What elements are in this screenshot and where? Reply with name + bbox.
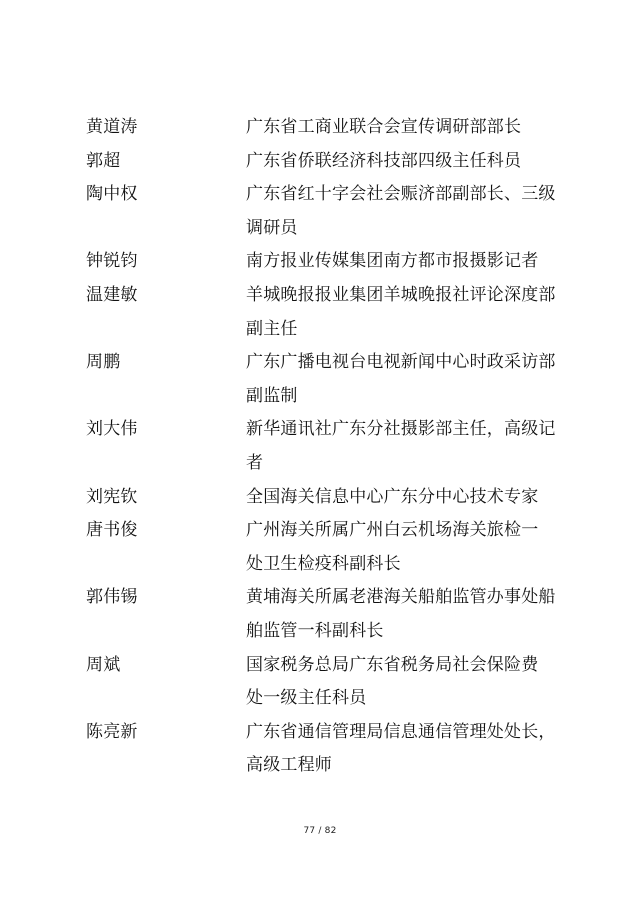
roster-row bbox=[86, 111, 566, 145]
person-title-line: 高级工程师 bbox=[246, 755, 332, 776]
person-title-line: 者 bbox=[246, 452, 264, 473]
person-name: 唐书俊 bbox=[86, 520, 138, 541]
person-title-line: 广州海关所属广州白云机场海关旅检一 bbox=[246, 520, 539, 541]
roster-row bbox=[86, 279, 566, 346]
person-name: 温建敏 bbox=[86, 284, 138, 305]
roster-row bbox=[86, 649, 566, 716]
person-title-line: 处一级主任科员 bbox=[246, 688, 367, 709]
person-title-line: 全国海关信息中心广东分中心技术专家 bbox=[246, 486, 539, 507]
person-title bbox=[246, 346, 562, 413]
person-title bbox=[246, 514, 562, 581]
person-title-line: 副主任 bbox=[246, 318, 298, 339]
person-title-line: 副监制 bbox=[246, 385, 298, 406]
person-title-line: 处卫生检疫科副科长 bbox=[246, 553, 401, 574]
person-title-line: 黄埔海关所属老港海关船舶监管办事处船 bbox=[246, 587, 556, 608]
person-title bbox=[246, 178, 562, 245]
person-title bbox=[246, 481, 562, 515]
person-title-line: 广东省红十字会社会赈济部副部长、三级 bbox=[246, 184, 556, 205]
person-title-line: 舶监管一科副科长 bbox=[246, 620, 384, 641]
person-title-line: 调研员 bbox=[246, 217, 298, 238]
person-title bbox=[246, 111, 562, 145]
person-title bbox=[246, 413, 562, 480]
person-name: 陶中权 bbox=[86, 184, 138, 205]
person-name: 钟锐钧 bbox=[86, 251, 138, 272]
person-title bbox=[246, 245, 562, 279]
person-title-line: 羊城晚报报业集团羊城晚报社评论深度部 bbox=[246, 284, 556, 305]
roster-row bbox=[86, 245, 566, 279]
roster-row bbox=[86, 514, 566, 581]
person-title bbox=[246, 581, 562, 648]
person-name: 郭超 bbox=[86, 150, 121, 171]
person-title bbox=[246, 145, 562, 179]
person-title-line: 国家税务总局广东省税务局社会保险费 bbox=[246, 654, 539, 675]
roster-row bbox=[86, 581, 566, 648]
person-name: 陈亮新 bbox=[86, 721, 138, 742]
roster-row bbox=[86, 413, 566, 480]
page-number: 77 / 82 bbox=[303, 826, 337, 836]
person-name: 周斌 bbox=[86, 654, 121, 675]
roster-row bbox=[86, 145, 566, 179]
person-title-line: 广东广播电视台电视新闻中心时政采访部 bbox=[246, 352, 556, 373]
roster-row bbox=[86, 178, 566, 245]
person-title-line: 广东省侨联经济科技部四级主任科员 bbox=[246, 150, 522, 171]
person-title bbox=[246, 649, 562, 716]
roster-row bbox=[86, 346, 566, 413]
roster-row bbox=[86, 716, 566, 783]
person-name: 周鹏 bbox=[86, 352, 121, 373]
person-name: 黄道涛 bbox=[86, 117, 138, 137]
person-title-line: 新华通讯社广东分社摄影部主任，高级记 bbox=[246, 419, 556, 440]
person-title-line: 广东省工商业联合会宣传调研部部长 bbox=[246, 117, 522, 137]
person-name: 刘大伟 bbox=[86, 419, 138, 440]
person-title-line: 广东省通信管理局信息通信管理处处长， bbox=[246, 721, 556, 742]
person-name: 刘宪钦 bbox=[86, 486, 138, 507]
person-title-line: 南方报业传媒集团南方都市报摄影记者 bbox=[246, 251, 539, 272]
roster-row bbox=[86, 481, 566, 515]
person-name: 郭伟锡 bbox=[86, 587, 138, 608]
person-title bbox=[246, 279, 562, 346]
personnel-roster bbox=[86, 111, 566, 783]
person-title bbox=[246, 716, 562, 783]
